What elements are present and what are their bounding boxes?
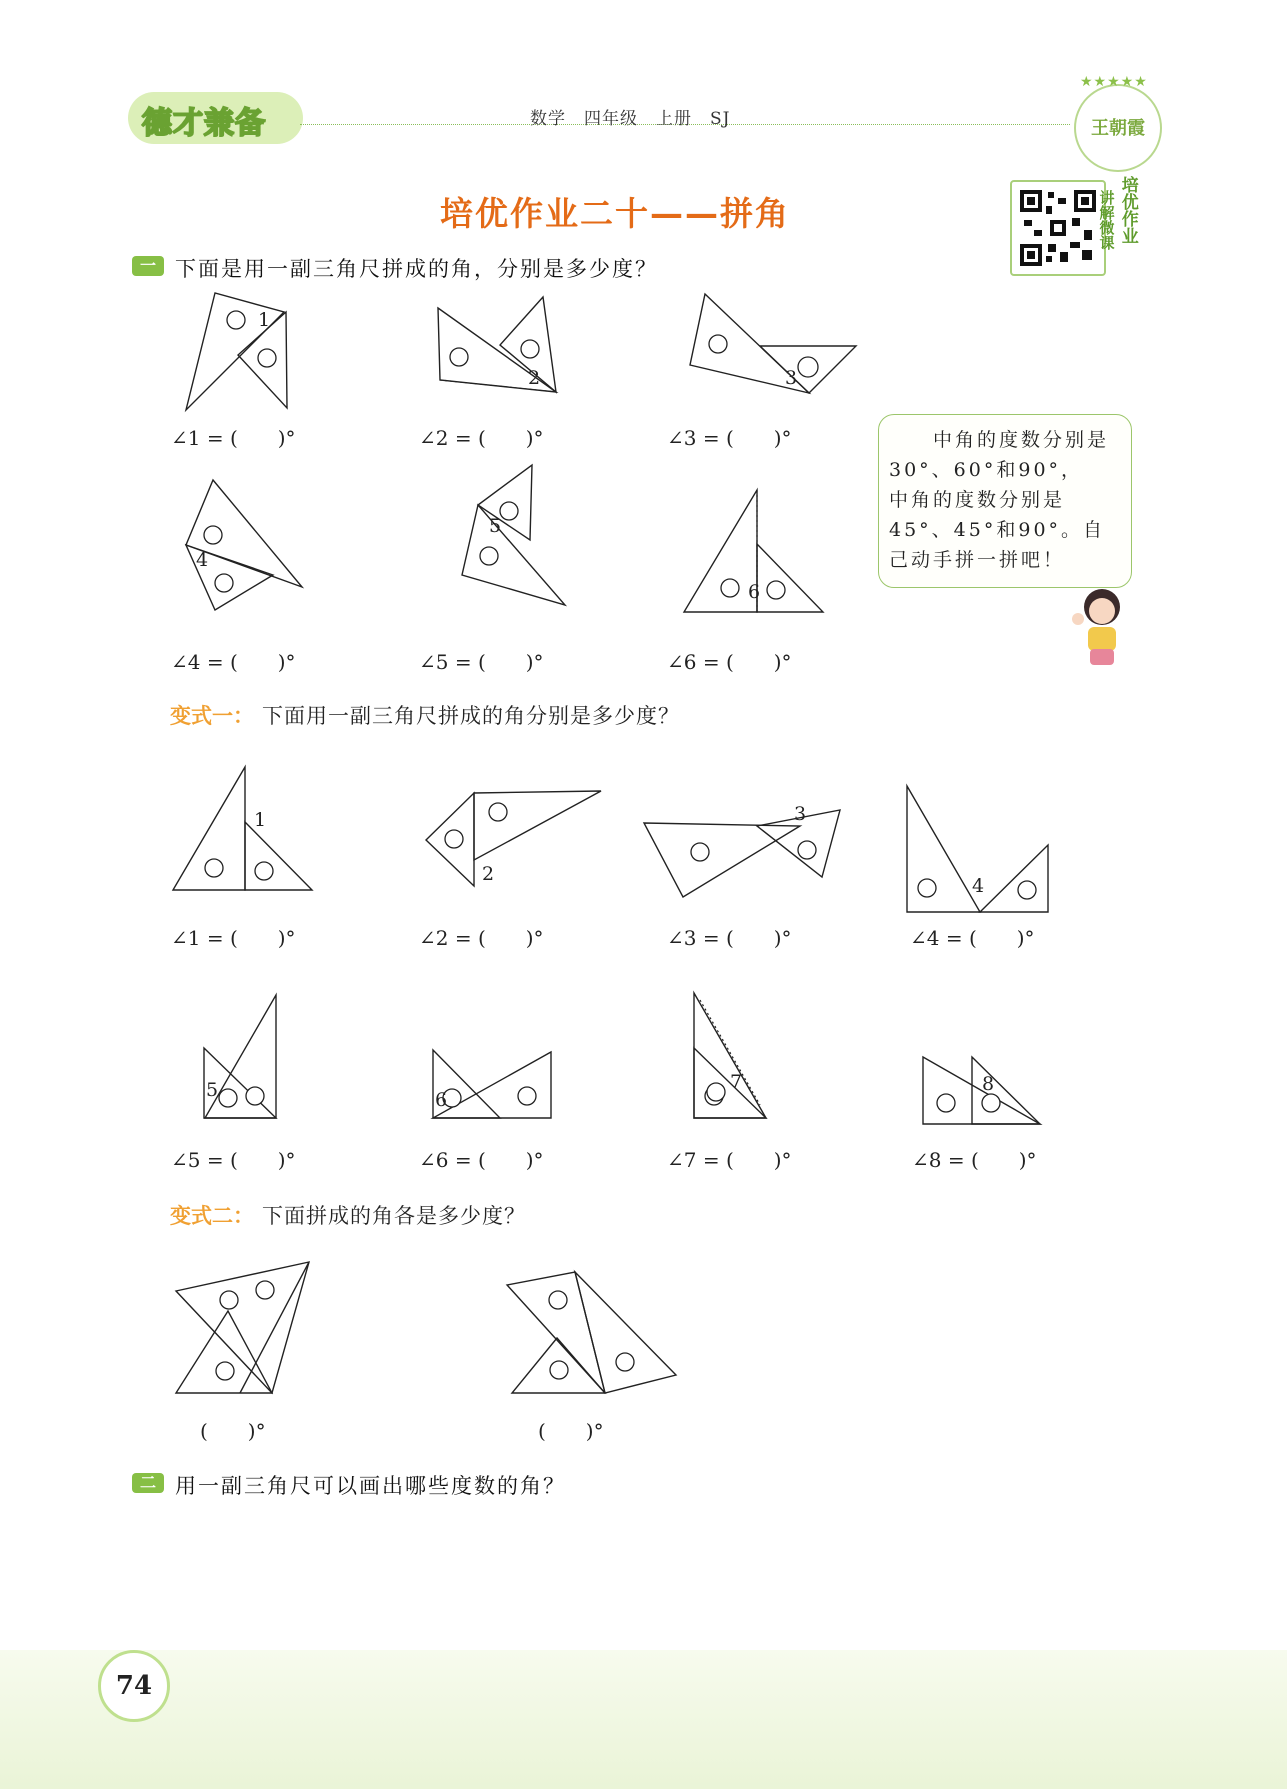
girl-illustration-icon (1040, 585, 1150, 670)
section-1-question: 下面是用一副三角尺拼成的角，分别是多少度？ (175, 257, 658, 281)
s1-answer-1[interactable]: ∠1 = ( )° (171, 426, 296, 450)
v1-figure-1 (173, 767, 312, 890)
s1-answer-3[interactable]: ∠3 = ( )° (667, 426, 792, 450)
section-2-badge: 二 (132, 1473, 164, 1493)
v1-angle-label-3: 3 (794, 803, 807, 825)
qr-label-left: 讲解微课 (1097, 190, 1116, 250)
section-1-badge: 一 (132, 256, 164, 276)
v1-figure-6 (433, 1050, 551, 1118)
s1-figure-4 (186, 480, 302, 610)
v1-angle-label-7: 7 (730, 1071, 743, 1093)
footer-background (0, 1650, 1287, 1789)
s1-answer-4[interactable]: ∠4 = ( )° (171, 650, 296, 674)
page-title: 培优作业二十——拼角 (440, 194, 790, 233)
v1-answer-6[interactable]: ∠6 = ( )° (419, 1148, 544, 1172)
s1-angle-label-2: 2 (528, 367, 541, 389)
v1-angle-label-6: 6 (435, 1089, 448, 1111)
s1-answer-2[interactable]: ∠2 = ( )° (419, 426, 544, 450)
tip-text: 中角的度数分别是30°、60°和90°， 中角的度数分别是45°、45°和90°。自己动手拼一拼吧！ (889, 429, 1118, 571)
s1-angle-label-4: 4 (196, 549, 209, 571)
v1-figure-8 (923, 1057, 1040, 1124)
s1-angle-label-6: 6 (748, 581, 761, 603)
v2-answer-2[interactable]: ( )° (538, 1419, 604, 1443)
s1-figure-1 (186, 293, 287, 410)
qr-label-right: 培优作业 (1117, 176, 1138, 244)
variant-1-question: 下面用一副三角尺拼成的角分别是多少度？ (262, 704, 680, 728)
v1-angle-label-8: 8 (982, 1073, 995, 1095)
section-2-question: 用一副三角尺可以画出哪些度数的角？ (175, 1474, 566, 1498)
v1-answer-7[interactable]: ∠7 = ( )° (667, 1148, 792, 1172)
s1-figure-2 (438, 297, 556, 392)
v2-figure-1 (176, 1262, 309, 1393)
v1-figure-7 (694, 993, 766, 1118)
header-subtitle: 数学 四年级 上册 SJ (530, 109, 731, 129)
v1-answer-8[interactable]: ∠8 = ( )° (912, 1148, 1037, 1172)
v1-angle-label-1: 1 (254, 809, 267, 831)
s1-figure-6 (684, 490, 823, 612)
s1-answer-6[interactable]: ∠6 = ( )° (667, 650, 792, 674)
v1-answer-2[interactable]: ∠2 = ( )° (419, 926, 544, 950)
v1-answer-1[interactable]: ∠1 = ( )° (171, 926, 296, 950)
s1-angle-label-1: 1 (258, 309, 271, 331)
v1-figure-4 (907, 786, 1048, 912)
v2-figure-2 (507, 1272, 676, 1393)
s1-figure-3 (690, 294, 856, 393)
seal-stars-icon: ★★★★★ (1080, 74, 1148, 90)
variant-2-label: 变式二： (170, 1204, 254, 1228)
v1-angle-label-4: 4 (972, 875, 985, 897)
v1-figure-3 (644, 803, 840, 897)
tip-bubble (878, 414, 1132, 588)
v1-answer-3[interactable]: ∠3 = ( )° (667, 926, 792, 950)
variant-1-label: 变式一： (170, 704, 254, 728)
s1-figure-5 (462, 465, 565, 605)
v1-angle-label-2: 2 (482, 863, 495, 885)
v1-angle-label-5: 5 (206, 1079, 219, 1101)
v1-answer-4[interactable]: ∠4 = ( )° (910, 926, 1035, 950)
s1-angle-label-3: 3 (785, 367, 798, 389)
v2-answer-1[interactable]: ( )° (200, 1419, 266, 1443)
v1-answer-5[interactable]: ∠5 = ( )° (171, 1148, 296, 1172)
s1-answer-5[interactable]: ∠5 = ( )° (419, 650, 544, 674)
s1-angle-label-5: 5 (489, 515, 502, 537)
v1-figure-5 (204, 995, 276, 1118)
page-number: 74 (98, 1650, 170, 1722)
v1-figure-2 (426, 791, 601, 886)
brand-text: 德才兼备 (142, 106, 266, 141)
seal-text: 王朝霞 (1091, 118, 1145, 139)
variant-2-question: 下面拼成的角各是多少度？ (262, 1204, 526, 1228)
